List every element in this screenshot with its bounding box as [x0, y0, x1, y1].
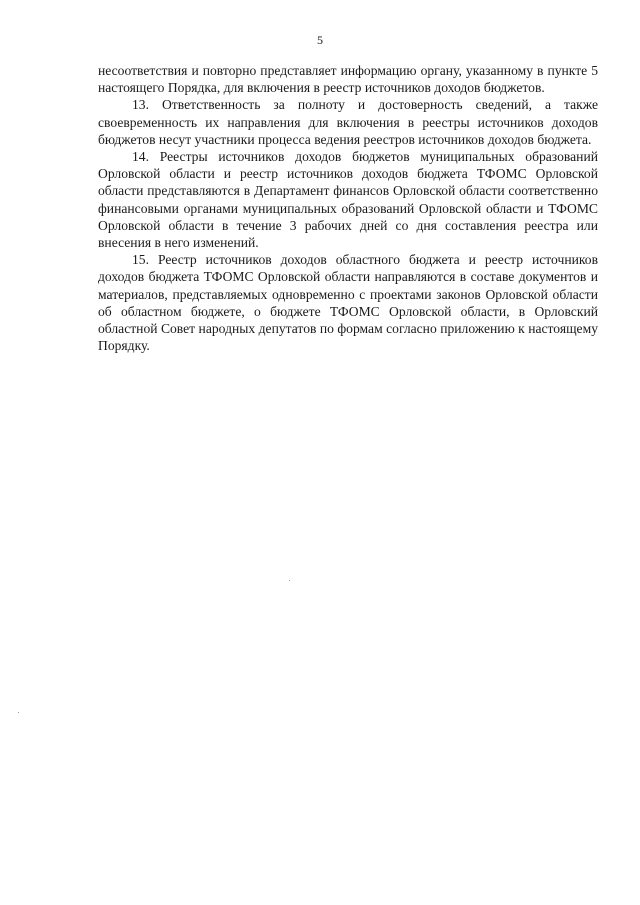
- paragraph-14: 14. Реестры источников доходов бюджетов муниципальных образований Орловской области и реестр источников доходов бюджета ТФОМС Орловской области представляются в Департамент финансов Орловской области соответственно финансовыми органами муниципальных образований Орловской области и ТФОМС Орловской области в течение 3 рабочих дней со дня составления реестра или внесения в него изменений.: [98, 149, 598, 251]
- scan-speck: [289, 580, 290, 581]
- paragraph-15: 15. Реестр источников доходов областного бюджета и реестр источников доходов бюджета ТФОМС Орловской области направляются в составе документов и материалов, представляемых одновременно с проектами законов Орловской области об областном бюджете, о бюджете ТФОМС Орловской области, в Орловский областной Совет народных депутатов по формам согласно приложению к настоящему Порядку.: [98, 252, 598, 354]
- paragraph-continuation: несоответствия и повторно представляет информацию органу, указанному в пункте 5 настоящего Порядка, для включения в реестр источников доходов бюджетов.: [98, 63, 598, 96]
- page-number: 5: [317, 33, 323, 47]
- paragraph-13: 13. Ответственность за полноту и достоверность сведений, а также своевременность их направления для включения в реестры источников доходов бюджетов несут участники процесса ведения реестров источников доходов бюджета.: [98, 97, 598, 147]
- scan-speck: [18, 712, 19, 713]
- document-body: [98, 62, 598, 354]
